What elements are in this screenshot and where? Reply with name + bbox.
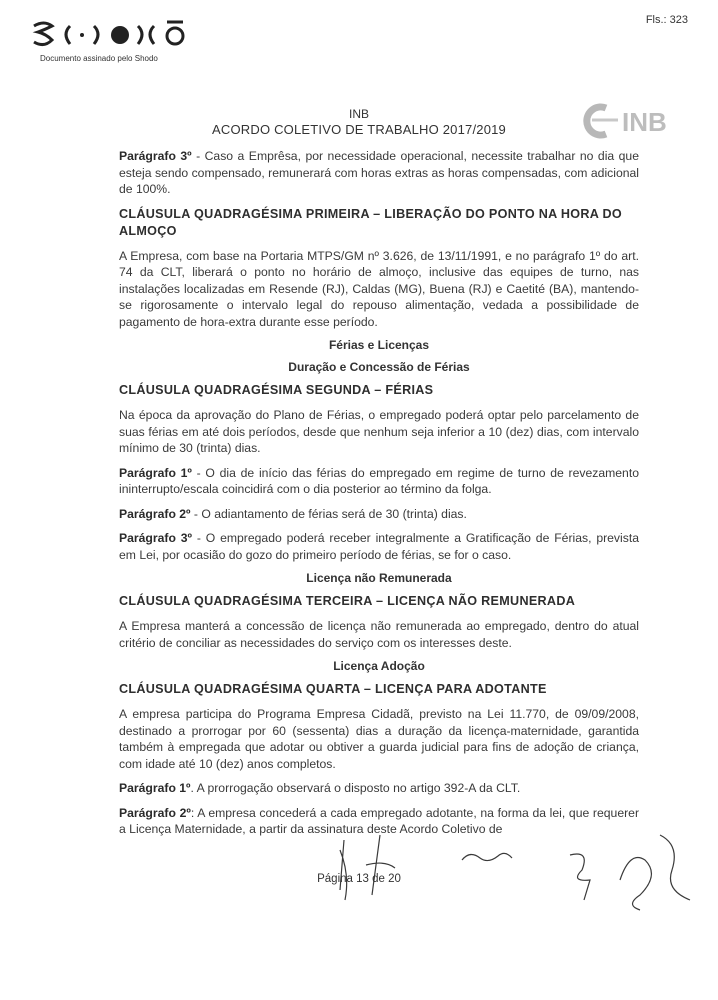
paragraph-label: Parágrafo 1º [119,781,191,795]
header-org: INB [348,107,369,121]
clause-43-text: A Empresa manterá a concessão de licença não remunerada ao empregado, dentro do atual critério de conciliar as necessidades do serviço com os interesses deste. [119,619,639,650]
signature-2 [366,835,395,895]
clause-43-title: CLÁUSULA QUADRAGÉSIMA TERCEIRA – LICENÇA NÃO REMUNERADA [119,594,576,608]
clause-42-paragraph-2: Parágrafo 2º - O adiantamento de férias será de 30 (trinta) dias. [119,506,467,521]
folio-number: Fls.: 323 [645,14,688,26]
paragraph-label: Parágrafo 2º [119,506,191,521]
paragraph-label: Parágrafo 2º [119,805,191,820]
clause-42-title: CLÁUSULA QUADRAGÉSIMA SEGUNDA – FÉRIAS [119,383,434,397]
signature-3 [462,853,512,860]
inb-logo-icon [578,100,688,140]
shodo-logo-icon [30,18,190,50]
signature-1 [340,840,347,900]
section-duracao-ferias: Duração e Concessão de Férias [288,360,470,374]
paragraph-3-compensation: Parágrafo 3º - Caso a Emprêsa, por necessidade operacional, necessite trabalhar no dia que esteja sendo compensado, remunerará com horas extras as horas compensadas, com adicional de 100%. [119,149,639,196]
section-ferias-licencas: Férias e Licenças [328,338,430,352]
section-licenca-nao-remunerada: Licença não Remunerada [306,571,452,585]
paragraph-label: Parágrafo 3º [119,149,192,163]
clause-44-paragraph-2: Parágrafo 2º: A empresa concederá a cada empregado adotante, na forma da lei, que requerer a Licença Maternidade, a partir da assinatura deste Acordo Coletivo de [119,805,639,836]
clause-42-paragraph-1: Parágrafo 1º - O dia de início das férias do empregado em regime de turno de revezamento ininterrupto/escala coincidirá com o dia posterior ao término da folga. [119,465,640,496]
clause-44-title: CLÁUSULA QUADRAGÉSIMA QUARTA – LICENÇA PARA ADOTANTE [119,682,547,696]
clause-41-title: CLÁUSULA QUADRAGÉSIMA PRIMEIRA – LIBERAÇÃO DO PONTO NA HORA DO ALMOÇO [119,206,623,238]
page-number: Página 13 de 20 [317,873,401,885]
document-title: ACORDO COLETIVO DE TRABALHO 2017/2019 [212,122,506,137]
svg-text:INB: INB [622,107,667,137]
clause-44-text: A empresa participa do Programa Empresa Cidadã, previsto na Lei 11.770, de 09/09/2008, destinado a prorrogar por 60 (sessenta) dias a duração da licença-maternidade, garantida também à empregada que adotar ou obtiver a guarda judicial para fins de adoção de criança, com idade até 10 (dez) anos completos. [119,707,639,771]
paragraph-label: Parágrafo 1º [119,465,192,480]
section-licenca-adocao: Licença Adoção [333,659,425,673]
clause-42-paragraph-3: Parágrafo 3º - O empregado poderá receber integralmente a Gratificação de Férias, prevista em Lei, por ocasião do gozo do primeiro período de férias, se for o caso. [119,531,639,562]
clause-42-text: Na época da aprovação do Plano de Férias, o empregado poderá optar pelo parcelamento de suas férias em até dois períodos, desde que nenhum seja inferior a 10 (dez) dias, com intervalo mínimo de 30 (trinta) dias. [119,408,639,455]
clause-41-text: A Empresa, com base na Portaria MTPS/GM nº 3.626, de 13/11/1991, e no parágrafo 1º do art. 74 da CLT, liberará o ponto no horário de almoço, inclusive das equipes de turno, nas instalações localizadas em Resende (RJ), Caldas (MG), Buena (RJ) e Caetité (BA), mantendo-se rigorosamente o intervalo legal do repouso alimentação, vedada a possibilidade de pagamento de hora-extra durante esse período. [119,248,639,329]
document-body [119,148,639,846]
shodo-caption: Documento assinado pelo Shodo [40,54,158,63]
clause-44-paragraph-1: Parágrafo 1º. A prorrogação observará o disposto no artigo 392-A da CLT. [119,781,521,795]
paragraph-label: Parágrafo 3º [119,531,192,545]
